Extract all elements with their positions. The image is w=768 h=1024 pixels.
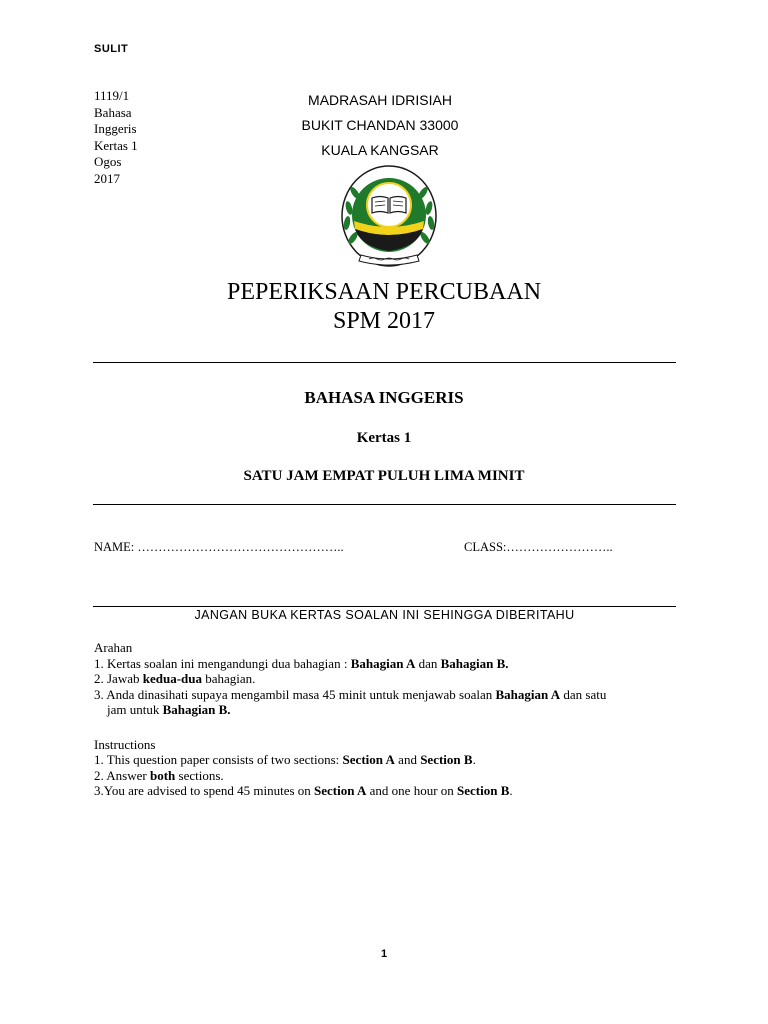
school-town: KUALA KANGSAR — [321, 142, 439, 158]
arahan-item-3 — [94, 687, 694, 703]
arahan-item-3-text: 3. Anda dinasihati supaya mengambil masa 45 minit untuk menjawab soalan — [94, 686, 496, 702]
school-name: MADRASAH IDRISIAH — [308, 92, 452, 108]
divider-bottom — [93, 606, 676, 607]
classification-label: SULIT — [94, 43, 129, 55]
instructions-item-1-section-b: Section B — [420, 752, 473, 767]
instructions-item-2-emphasis: both — [149, 767, 176, 783]
spacer — [94, 718, 694, 737]
arahan-item-3-section-a: Bahagian A — [495, 686, 561, 702]
instructions-item-1-text: 1. This question paper consists of two sections: — [94, 752, 343, 767]
arahan-item-2-text: 2. Jawab — [94, 671, 143, 686]
instructions-item-2 — [94, 768, 694, 784]
paper-code-subject-line1: Bahasa — [94, 104, 132, 120]
arahan-item-1-joiner: dan — [415, 655, 441, 671]
divider-top — [93, 362, 676, 363]
school-name-block — [240, 88, 520, 163]
class-label: CLASS: — [464, 540, 507, 554]
instructions-item-3-section-a: Section A — [314, 783, 367, 798]
do-not-open-warning: JANGAN BUKA KERTAS SOALAN INI SEHINGGA DIBERITAHU — [194, 608, 575, 622]
instructions-item-3 — [94, 783, 694, 799]
page-number: 1 — [380, 948, 388, 960]
exam-title-line2: SPM 2017 — [332, 308, 436, 334]
instructions-item-3-text: 3.You are advised to spend 45 minutes on — [94, 783, 315, 798]
instructions-item-1-joiner: and — [394, 752, 421, 767]
paper-number: Kertas 1 — [356, 430, 412, 446]
school-address: BUKIT CHANDAN 33000 — [301, 117, 459, 133]
instructions-item-2-end: sections. — [175, 767, 224, 783]
name-field — [94, 540, 344, 555]
paper-code-block — [94, 88, 138, 187]
paper-code-year: 2017 — [94, 170, 120, 186]
arahan-item-2 — [94, 671, 694, 687]
arahan-item-3-joiner: dan satu — [560, 686, 607, 702]
instructions-heading: Instructions — [94, 736, 156, 752]
class-field — [464, 540, 613, 555]
subject-name: BAHASA INGGERIS — [304, 388, 464, 407]
arahan-item-1-text: 1. Kertas soalan ini mengandungi dua bahagian : — [94, 655, 351, 671]
arahan-item-3-text-2: jam untuk — [107, 702, 163, 717]
arahan-heading: Arahan — [94, 640, 133, 655]
name-blank: ………………………………………….. — [137, 540, 344, 554]
instructions-item-3-section-b: Section B — [457, 783, 510, 798]
instructions-block — [94, 640, 694, 799]
instructions-item-1-end: . — [472, 752, 476, 767]
instructions-item-1 — [94, 752, 694, 768]
instructions-item-1-section-a: Section A — [342, 752, 395, 767]
exam-title — [0, 278, 768, 336]
exam-duration: SATU JAM EMPAT PULUH LIMA MINIT — [243, 468, 525, 484]
arahan-item-3-continued — [94, 702, 694, 718]
exam-title-line1: PEPERIKSAAN PERCUBAAN — [226, 279, 542, 305]
paper-code-paper: Kertas 1 — [94, 137, 138, 153]
arahan-item-3-section-b: Bahagian B. — [162, 702, 231, 717]
instructions-item-3-joiner: and one hour on — [366, 783, 458, 798]
arahan-item-1 — [94, 656, 694, 672]
paper-code-month: Ogos — [94, 154, 122, 169]
name-label: NAME: — [94, 540, 138, 554]
school-crest-icon — [339, 163, 439, 269]
instructions-item-3-end: . — [509, 783, 513, 798]
class-blank: …………………….. — [506, 540, 613, 554]
divider-middle — [93, 504, 676, 505]
arahan-item-1-section-a: Bahagian A — [350, 655, 416, 671]
instructions-item-2-text: 2. Answer — [94, 767, 150, 783]
arahan-item-2-emphasis: kedua-dua — [142, 671, 202, 686]
paper-code: 1119/1 — [94, 88, 130, 103]
arahan-item-1-section-b: Bahagian B. — [440, 655, 509, 671]
paper-code-subject-line2: Inggeris — [94, 121, 137, 136]
arahan-item-2-end: bahagian. — [202, 671, 256, 686]
